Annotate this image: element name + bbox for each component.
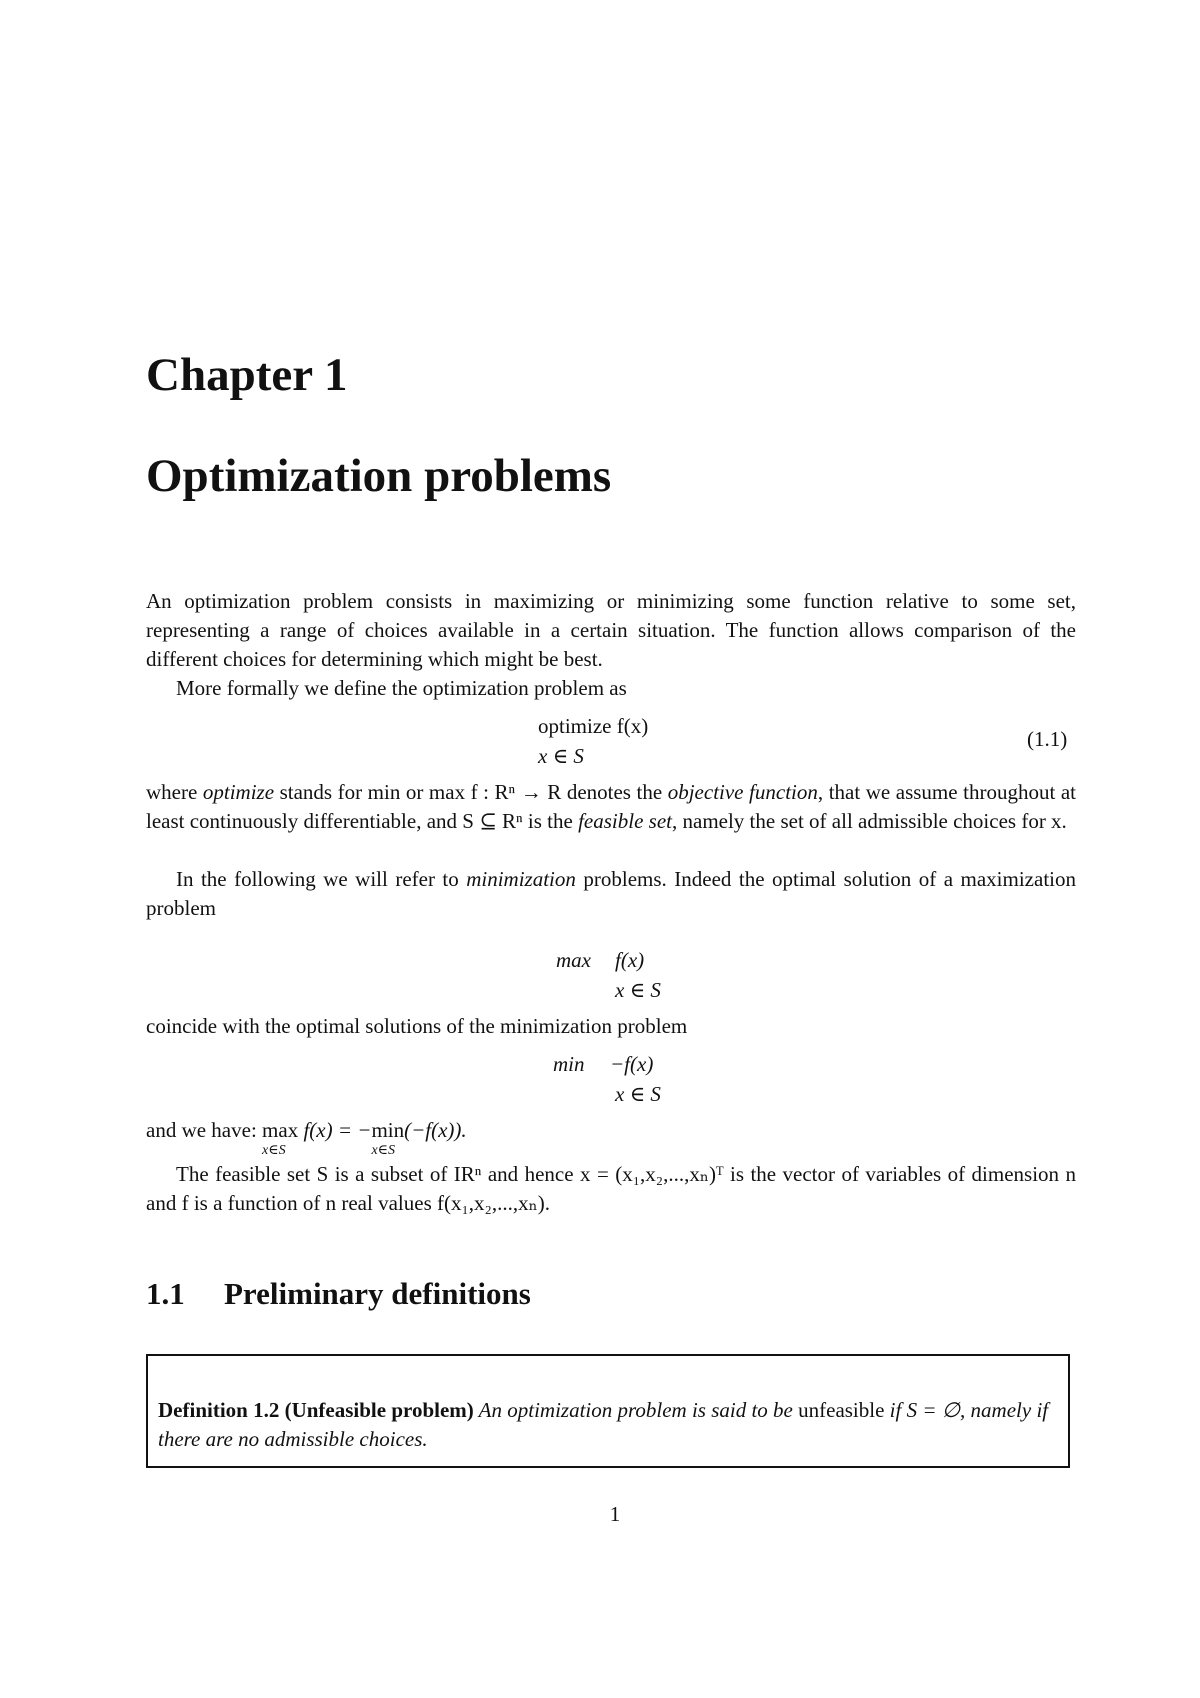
where-text-a: where [146, 780, 203, 804]
chapter-number: Chapter 1 [146, 349, 348, 401]
section-number: 1.1 [146, 1276, 185, 1311]
definition-label: Definition 1.2 (Unfeasible problem) [158, 1398, 474, 1422]
intro-paragraph: An optimization problem consists in maximizing or minimizing some function relative to some set, representing a range of choices available in a certain situation. The function allows comparison of the different choices for determining which might be best. [146, 589, 1076, 671]
equation-number: (1.1) [1027, 727, 1068, 751]
where-paragraph [146, 778, 1076, 836]
equation-1-1-line2: x ∈ S [538, 744, 584, 768]
chapter-title: Optimization problems [146, 450, 612, 502]
follow-text-b: minimization [466, 867, 576, 891]
coincide-paragraph: coincide with the optimal solutions of the minimization problem [146, 1014, 688, 1038]
where-text-f: feasible set [578, 809, 672, 833]
definition-text [158, 1396, 1058, 1454]
where-text-b: optimize [202, 780, 275, 804]
page-number: 1 [609, 1502, 621, 1526]
definition-text-a: An optimization problem is said to be [473, 1398, 799, 1422]
feasible-set-paragraph: The feasible set S is a subset of IRⁿ and hence x = (x₁,x₂,...,xₙ)ᵀ is the vector of variables of dimension n and f is a function of n real values f(x₁,x₂,...,xₙ). [146, 1162, 1076, 1215]
following-paragraph [146, 865, 1076, 923]
definition-text-b: unfeasible [798, 1398, 885, 1422]
where-text-d: objective function [667, 780, 818, 804]
min-function: −f(x) [610, 1052, 654, 1076]
min-subscript: x∈S [371, 1143, 396, 1158]
where-text-c: stands for min or max f : Rⁿ → R denotes the [274, 780, 668, 804]
and-we-have-tail: (−f(x)). [404, 1118, 467, 1142]
section-title: Preliminary definitions [224, 1276, 531, 1311]
follow-text-a: In the following we will refer to [176, 867, 467, 891]
and-we-have-line [146, 1116, 467, 1158]
and-we-have-mid: f(x) = − [298, 1118, 372, 1142]
and-we-have-lead: and we have: [146, 1118, 263, 1142]
definition-box [146, 1354, 1070, 1468]
definition-text-c: if S = ∅, namely if there are no admissible choices. [158, 1398, 1049, 1451]
intro-paragraph-2: More formally we define the optimization problem as [176, 676, 627, 700]
min-word: min [371, 1118, 405, 1142]
where-text-e: , that we assume throughout at least continuously differentiable, and S ⊆ Rⁿ is the [146, 780, 1076, 833]
equation-1-1-line1: optimize f(x) [538, 714, 649, 738]
max-word: max [262, 1118, 299, 1142]
max-function: f(x) [615, 948, 645, 972]
section-heading [146, 1276, 531, 1312]
min-operator: min [553, 1052, 585, 1076]
max-operator: max [556, 948, 591, 972]
where-text-g: , namely the set of all admissible choices for x. [672, 809, 1067, 833]
follow-text-c: problems. Indeed the optimal solution of a maximization problem [146, 867, 1076, 920]
min-constraint: x ∈ S [615, 1082, 661, 1106]
max-constraint: x ∈ S [615, 978, 661, 1002]
max-subscript: x∈S [262, 1143, 286, 1158]
